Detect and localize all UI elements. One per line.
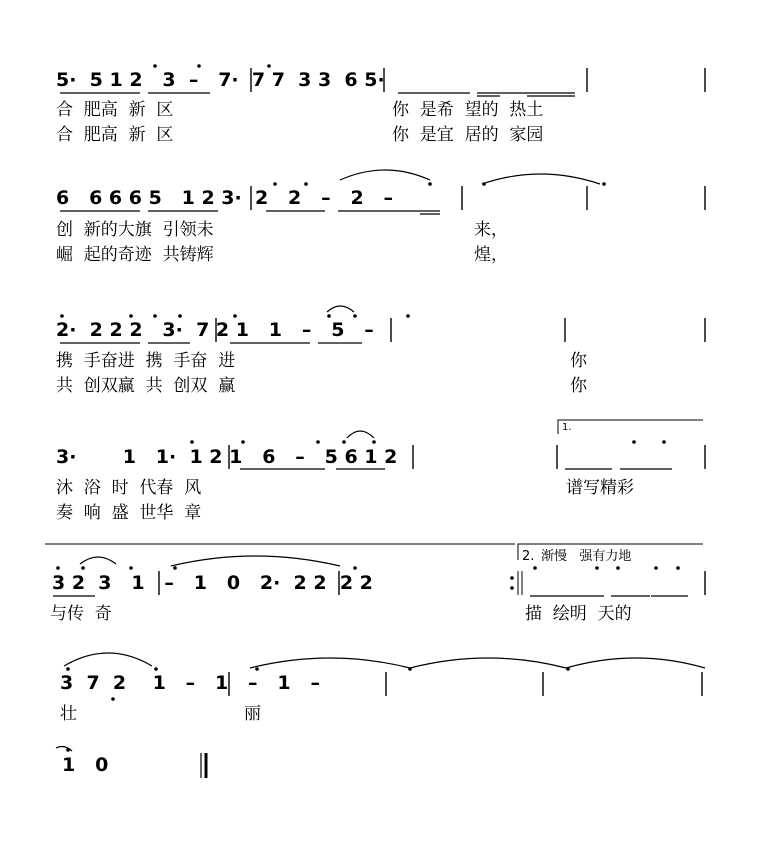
lyric-v1-l4b: 谱写精彩 <box>566 478 634 498</box>
slurs-system-2 <box>340 170 600 184</box>
lyric-v2-l2b: 煌， <box>474 245 508 265</box>
slurs-system-3 <box>327 306 354 312</box>
volta-1-label: 1. <box>562 422 572 433</box>
lyric-v1-l3b: 你 <box>570 351 587 371</box>
lyric-tail-2: 描 绘明 天的 <box>525 604 632 624</box>
lyric-v2-l3a: 共 创双赢 共 创双 赢 <box>56 376 236 396</box>
notes-system-3: 2· 2 2 2 3· 7 2 1 1 – 5 – <box>56 319 374 341</box>
lyric-v1-l1a: 合 肥高 新 区 <box>56 100 174 120</box>
lyric-v2-l1b: 你 是宜 居的 家园 <box>392 125 544 145</box>
lyric-v2-l2a: 崛 起的奇迹 共铸辉 <box>56 245 214 265</box>
slurs-system-5 <box>80 556 340 566</box>
slurs-system-6 <box>64 653 705 668</box>
lyric-v1-l4a: 沐 浴 时 代春 风 <box>56 478 202 498</box>
lyric-v2-l3b: 你 <box>570 376 587 396</box>
lyric-tail-1: 与传 奇 <box>50 604 112 624</box>
lyric-tail-4: 丽 <box>244 704 261 724</box>
expression-marking: 渐慢 强有力地 <box>541 549 632 564</box>
lyric-v1-l3a: 携 手奋进 携 手奋 进 <box>56 351 236 371</box>
volta-2-label: 2. <box>522 549 535 564</box>
volta-1-bracket <box>558 420 703 434</box>
beams-system-2 <box>60 211 440 214</box>
lyric-tail-3: 壮 <box>60 704 77 724</box>
lyric-v2-l1a: 合 肥高 新 区 <box>56 125 174 145</box>
slurs-system-4 <box>347 431 374 438</box>
lyric-v1-l2a: 创 新的大旗 引领未 <box>56 220 214 240</box>
notes-system-7: 1 0 <box>62 754 109 776</box>
notes-system-1: 5· 5 1 2 3 – 7· 7 7 3 3 6 5· <box>56 69 385 91</box>
notes-system-2: 6 6 6 6 5 1 2 3· 2 2 – 2 – <box>56 187 394 209</box>
octave-dots <box>56 64 680 752</box>
lyric-v1-l1b: 你 是希 望的 热土 <box>392 100 544 120</box>
beams-system-1 <box>60 93 575 96</box>
notes-system-4: 3· 1 1· 1 2 1 6 – 5 6 1 2 <box>56 446 398 468</box>
final-barline <box>201 753 206 778</box>
lyric-v2-l4a: 奏 响 盛 世华 章 <box>56 503 202 523</box>
lyric-v1-l2b: 来， <box>474 220 508 240</box>
notes-system-5: 3 2 3 1 – 1 0 2· 2 2 2 2 <box>52 572 373 594</box>
notes-system-6: 3 7 2 1 – 1 – 1 – <box>60 672 320 694</box>
repeat-dots <box>510 576 514 590</box>
low-octave-dots <box>111 697 115 701</box>
